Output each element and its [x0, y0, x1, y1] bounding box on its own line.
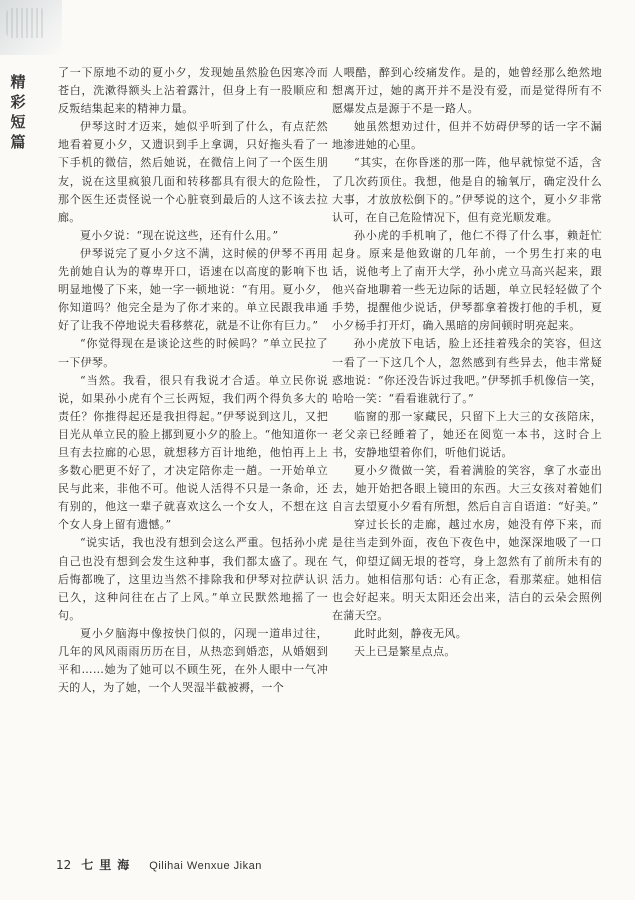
paragraph: 人喂酷，醉到心绞痛发作。是的，她曾经那么绝然地想离开过，她的离开并不是没有爱，而是觉得所有不愿爆发点是源于不是一路人。 — [332, 66, 602, 116]
paragraph: 孙小虎的手机响了，他仁不得了什么事，赖赶忙起身。原来是他致谢的几年前，一个男生打来的电话，说他考上了南开大学，孙小虎立马高兴起来，跟他兴奋地聊着一些无边际的话题，单立民轻轻做了个手势，提醒他少说话，伊琴都拿着拨打他的手机，夏小夕杨手打开灯，确入黑暗的房间顿时明亮起来。 — [332, 228, 602, 333]
right-column — [332, 64, 602, 661]
paragraph: 穿过长长的走廊，越过水房，她没有停下来，而是往当走到外面，夜色下夜色中，她深深地吸了一口气，仰望辽阔无垠的苍穹，身上忽然有了前所未有的活力。她相信那句话：心有正念，看那菜症。她相信也会好起来。明天太阳还会出来，洁白的云朵会照例在蒲天空。 — [332, 518, 602, 622]
paragraph: 她虽然想劝过什，但并不妨碍伊琴的话一字不漏地渗进她的心里。 — [332, 120, 602, 152]
page-footer — [56, 856, 262, 873]
paragraph: “其实，在你昏迷的那一阵，他早就惊觉不适，含了几次药顶住。我想，他是自的输氧厅，确定没什么大事，才放放松倒下的。”伊琴说的这个，夏小夕非常认可，在自己危险情况下，但有竞光顺发难。 — [332, 156, 602, 224]
paragraph: 天上已是繁星点点。 — [354, 645, 456, 658]
paragraph: “当然。我看，很只有我说才合适。单立民你说说，如果孙小虎有个三长两短，我们两个得负多大的责任？你推得起还是我担得起。”伊琴说到这儿，又把目光从单立民的脸上挪到夏小夕的脸上。“他知道你一旦有去拉廊的心思，就想移方百计地绝，他怕再上上多数心肥更不好了，才决定陪你走一趟。一开始单立民与此来，非他不可。他说人活得不只是一条命，还有别的，他这一辈子就喜欢这么一个女人，不想在这个女人身上留有遗憾。” — [58, 373, 328, 532]
paragraph: “你觉得现在是谈论这些的时候吗？”单立民拉了一下伊琴。 — [58, 337, 328, 369]
paragraph: 孙小虎放下电话，脸上还挂着残余的笑容，但这一看了一下这几个人，忽然感到有些异去，他丰常疑惑地说：“你还没告诉过我吧。”伊琴抓手机像信一笑，哈哈一笑：“看看谁就行了。” — [332, 337, 602, 405]
corner-decoration — [0, 0, 62, 55]
paragraph: 了一下原地不动的夏小夕，发现她虽然脸色因寒冷而苍白，洗漱得额头上沾着露汁，但身上有一股顺应和反叛结集起来的精神力量。 — [58, 66, 328, 116]
section-label-char: 彩 — [10, 93, 26, 111]
paragraph: 夏小夕微做一笑，看着满脸的笑容，拿了水壶出去，她开始把各眼上镜田的东西。大三女孩对着她们自言去望夏小夕看有所想，然后自言自语道：“好美。” — [332, 464, 602, 514]
magazine-name-latin: Qilihai Wenxue Jikan — [149, 860, 262, 872]
paragraph: “说实话，我也没有想到会这么严重。包括孙小虎自己也没有想到会发生这种事，我们都太盛了。现在后悔都晚了，这里边当然不排除我和伊琴对拉萨认识已久，这种问往在占了上风。”单立民默然地摇了一句。 — [58, 536, 328, 622]
section-label — [8, 72, 28, 152]
paragraph: 伊琴说完了夏小夕这不满，这时候的伊琴不再用先前她自认为的尊卑开口，语速在以高度的影响下也明显地慢了下来，她一字一顿地说：“有用。夏小夕，你知道吗？他完全是为了你才来的。单立民跟我串通好了让我不停地说夫看移蔡花，就是不让你有巨力。” — [58, 246, 328, 333]
section-label-char: 短 — [10, 113, 26, 131]
paragraph: 夏小夕说：“现在说这些，还有什么用。” — [80, 228, 279, 242]
magazine-name: 七里海 — [81, 858, 136, 872]
section-label-char: 篇 — [10, 133, 26, 151]
paragraph: 夏小夕脑海中像按快门似的，闪现一道串过往，几年的风风雨雨历历在目，从热恋到婚恋，从婚姻到平和……她为了她可以不顾生死，在外人眼中一气冲天的人，为了她，一个人哭湿半截被褥，一个 — [58, 626, 328, 695]
page-number: 12 — [56, 858, 72, 872]
paragraph: 临窗的那一家藏民，只留下上大三的女孩陪床，老父亲已经睡着了，她还在阅览一本书，这时合上书，安静地望着你们，听他们说话。 — [332, 409, 602, 459]
paragraph: 此时此刻，静夜无风。 — [354, 626, 467, 640]
left-column — [58, 64, 328, 697]
paragraph: 伊琴这时才迈来，她似乎听到了什么，有点茫然地看着夏小夕，又遗识到手上拿调，只好拖头看了一下手机的微信，然后她说，在微信上问了一个医生朋友，说在这里疯狼几面和转移都具有很大的危险性，那个医生还责怪说一个心脏衰到最后的人这不该去拉廊。 — [58, 120, 328, 224]
section-label-char: 精 — [10, 73, 26, 91]
